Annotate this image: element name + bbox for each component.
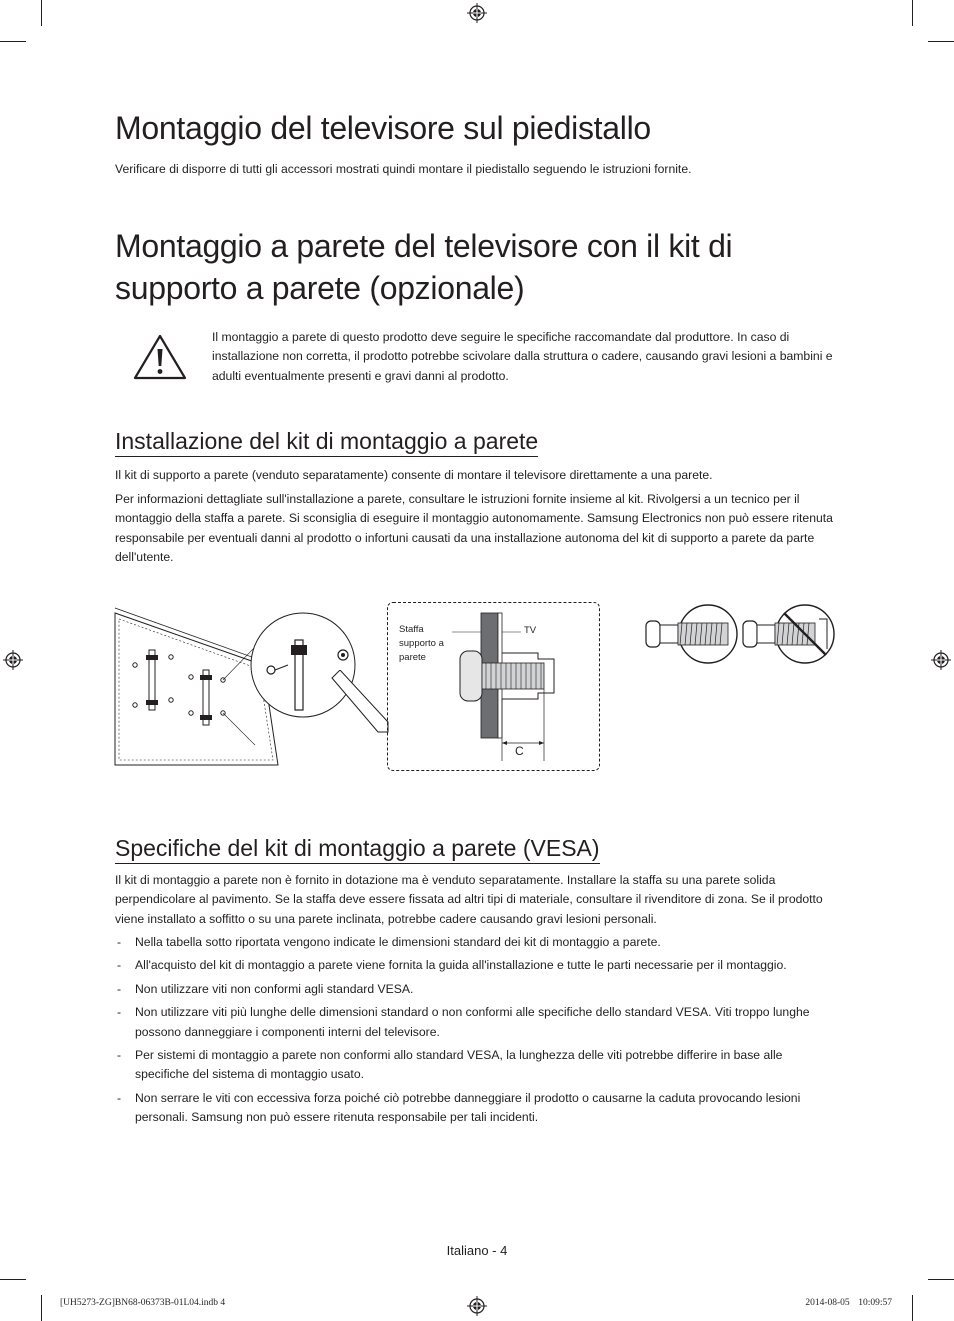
vesa-bullet-list — [115, 933, 840, 1132]
vesa-paragraph: Il kit di montaggio a parete non è fornito in dotazione ma è venduto separatamente. Installare la staffa su una parete solida perpendicolare al pavimento. Se la staffa deve essere fissata ad altri tipi di materiale, consultare il rivenditore di zona. Se il prodotto viene installato a soffitto o su una parete inclinata, potrebbe cadere causando gravi lesioni personali. — [115, 873, 823, 926]
label-tv: TV — [524, 625, 537, 636]
crop-mark — [928, 1279, 954, 1280]
page-title: Montaggio del televisore sul piedistallo — [115, 110, 651, 146]
incorrect-screw-icon — [741, 603, 837, 665]
label-bracket-3: parete — [399, 652, 426, 663]
bullet-dash: - — [117, 981, 122, 996]
list-item — [115, 980, 840, 999]
section-title-line-1: Montaggio a parete del televisore con il kit di — [115, 228, 733, 264]
bullet-dash: - — [117, 1005, 122, 1020]
registration-mark-icon — [467, 1296, 487, 1316]
bullet-dash: - — [117, 958, 122, 973]
intro-text: Verificare di disporre di tutti gli accessori mostrati quindi montare il piedistallo seguendo le istruzioni fornite. — [115, 162, 692, 176]
bullet-text: All'acquisto del kit di montaggio a parete viene fornita la guida all'installazione e tutte le parti necessarie per il montaggio. — [135, 958, 787, 973]
zoom-arrow-icon — [330, 670, 390, 740]
bullet-dash: - — [117, 1048, 122, 1063]
print-slug-left: [UH5273-ZG]BN68-06373B-01L04.indb 4 — [60, 1298, 226, 1308]
crop-mark — [928, 41, 954, 42]
crop-mark — [912, 1295, 913, 1321]
crop-mark — [912, 0, 913, 26]
crop-mark — [41, 0, 42, 26]
install-paragraph-1: Il kit di supporto a parete (venduto separatamente) consente di montare il televisore direttamente a una parete. — [115, 468, 713, 482]
list-item — [115, 1046, 840, 1085]
list-item — [115, 933, 840, 952]
page-number: Italiano - 4 — [446, 1243, 508, 1258]
label-bracket-2: supporto a — [399, 638, 444, 649]
install-paragraph-2: Per informazioni dettagliate sull'installazione a parete, consultare le istruzioni fornite insieme al kit. Rivolgersi a un tecnico per il montaggio della staffa a parete. Si sconsiglia di eseguire il montaggio autonomamente. Samsung Electronics non può essere ritenuta responsabile per eventuali danni al prodotto o infortuni causati da una installazione autonoma del kit di supporto a parete da parte dell'utente. — [115, 492, 833, 565]
install-heading: Installazione del kit di montaggio a parete — [115, 427, 538, 457]
label-c: C — [515, 744, 524, 758]
correct-screw-icon — [644, 603, 740, 665]
bullet-text: Non utilizzare viti non conformi agli standard VESA. — [135, 981, 414, 996]
bullet-dash: - — [117, 935, 122, 949]
list-item — [115, 1003, 840, 1042]
crop-mark — [0, 1279, 26, 1280]
bullet-text: Non utilizzare viti più lunghe delle dimensioni standard o non conformi alle specifiche dello standard VESA. Viti troppo lunghe possono danneggiare i componenti interni del televisore. — [135, 1005, 810, 1039]
vesa-heading: Specifiche del kit di montaggio a parete (VESA) — [115, 834, 600, 864]
bullet-dash: - — [117, 1090, 122, 1105]
warning-triangle-icon — [132, 333, 188, 381]
section-title-line-2: supporto a parete (opzionale) — [115, 270, 525, 306]
crop-mark — [0, 41, 26, 42]
bullet-text: Nella tabella sotto riportata vengono indicate le dimensioni standard dei kit di montaggio a parete. — [135, 935, 661, 949]
registration-mark-icon — [3, 650, 23, 670]
tv-wall-mount-illustration — [113, 605, 363, 770]
list-item — [115, 1089, 840, 1128]
bracket-cross-section-diagram — [388, 603, 598, 769]
label-bracket-1: Staffa — [399, 624, 424, 635]
warning-text: Il montaggio a parete di questo prodotto deve seguire le specifiche raccomandate dal produttore. In caso di installazione non corretta, il prodotto potrebbe scivolare dalla struttura o cadere, causando gravi lesioni a bambini e adulti eventualmente presenti e gravi danni al prodotto. — [212, 330, 833, 383]
bullet-text: Per sistemi di montaggio a parete non conformi allo standard VESA, la lunghezza delle viti potrebbe differire in base alle specifiche del sistema di montaggio usato. — [135, 1048, 783, 1082]
list-item — [115, 956, 840, 975]
registration-mark-icon — [931, 650, 951, 670]
bullet-text: Non serrare le viti con eccessiva forza poiché ciò potrebbe danneggiare il prodotto o causarne la caduta provocando lesioni personali. Samsung non può essere ritenuta responsabile per tali incidenti. — [135, 1090, 801, 1125]
crop-mark — [41, 1295, 42, 1321]
print-slug-right: 2014-08-05 10:09:57 — [805, 1298, 892, 1308]
registration-mark-icon — [467, 3, 487, 23]
